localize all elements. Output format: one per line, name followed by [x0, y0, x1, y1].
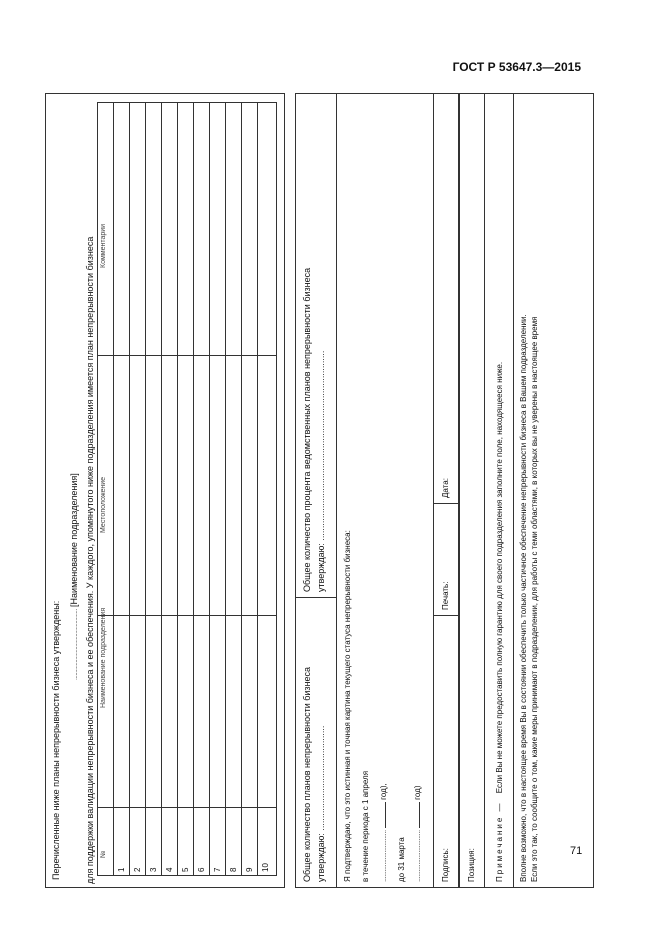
- standard-header: ГОСТ Р 53647.3—2015: [452, 60, 581, 74]
- col-header-department: Наименование подразделения: [100, 607, 107, 708]
- row-1-num: 1: [117, 867, 126, 872]
- plans-count-field[interactable]: утверждаю: ..........................................: [316, 725, 326, 882]
- confirm-text: Я подтверждаю, что это истинная и точная картина текущего статуса непрерывности бизнеса:: [343, 530, 352, 882]
- row-4-num: 4: [165, 867, 174, 872]
- col-header-comments: Комментарии: [100, 223, 107, 268]
- signature-label[interactable]: Подпись:: [441, 848, 450, 882]
- department-placeholder: [Наименование подразделения]: [69, 473, 79, 607]
- department-dots: .................................................: [72, 609, 79, 680]
- period-end-suffix: год): [413, 785, 422, 800]
- note-text: Если Вы не можете предоставить полную гарантию для своего подразделения заполните поле, находящееся ниже.: [495, 361, 504, 794]
- plans-table: [97, 102, 277, 876]
- period-start-line: [379, 783, 389, 882]
- note-label: Примечание —: [495, 801, 504, 882]
- note: [495, 362, 505, 882]
- plans-count-label: Общее количество планов непрерывности бизнеса: [302, 666, 312, 882]
- intro-text: Перечисленные ниже планы непрерывности бизнеса утверждены:: [51, 600, 61, 880]
- stamp-label[interactable]: Печать:: [441, 581, 450, 610]
- validation-text: для поддержки валидации непрерывности бизнеса и ее обеспечения. У каждого, упомянутого ниже подразделения имеется план непрерывности бизнеса: [85, 236, 95, 884]
- rotated-form-sheet: [45, 93, 594, 888]
- partial-assurance-line-1: Вполне возможно, что в настоящее время Вы в состоянии обеспечить только частичное обеспечение непрерывности бизнеса в Вашем подразделении.: [519, 314, 528, 882]
- department-line: [69, 473, 81, 680]
- row-9-num: 9: [245, 867, 254, 872]
- period-start-dots[interactable]: ..............................: [379, 830, 388, 882]
- row-10-num: 10: [261, 863, 270, 872]
- row-6-num: 6: [197, 867, 206, 872]
- row-7-num: 7: [213, 867, 222, 872]
- period-end-dots[interactable]: ..............................: [413, 830, 422, 882]
- partial-assurance-line-2: Если это так, то сообщите о том, какие меры принимают в подразделении, для работы с теми областями, в которых вы не уверены в настоящее время: [530, 316, 539, 882]
- date-label[interactable]: Дата:: [441, 478, 450, 498]
- row-5-num: 5: [181, 867, 190, 872]
- row-8-num: 8: [229, 867, 238, 872]
- period-text: в течение периода с 1 апреля: [361, 770, 370, 882]
- percent-field[interactable]: утверждаю: ............................................................................: [316, 350, 326, 592]
- page-number: 71: [570, 845, 583, 857]
- period-start-suffix: год),: [379, 783, 388, 800]
- col-header-num: №: [100, 850, 107, 858]
- position-label[interactable]: Позиция:: [467, 848, 476, 882]
- col-header-location: Местоположение: [100, 476, 107, 533]
- row-2-num: 2: [133, 867, 142, 872]
- to-march-text: до 31 марта: [397, 837, 406, 882]
- percent-label: Общее количество процента ведомственных планов непрерывности бизнеса: [302, 267, 312, 592]
- row-3-num: 3: [149, 867, 158, 872]
- position-row: [459, 93, 485, 888]
- period-end-line: [413, 785, 423, 882]
